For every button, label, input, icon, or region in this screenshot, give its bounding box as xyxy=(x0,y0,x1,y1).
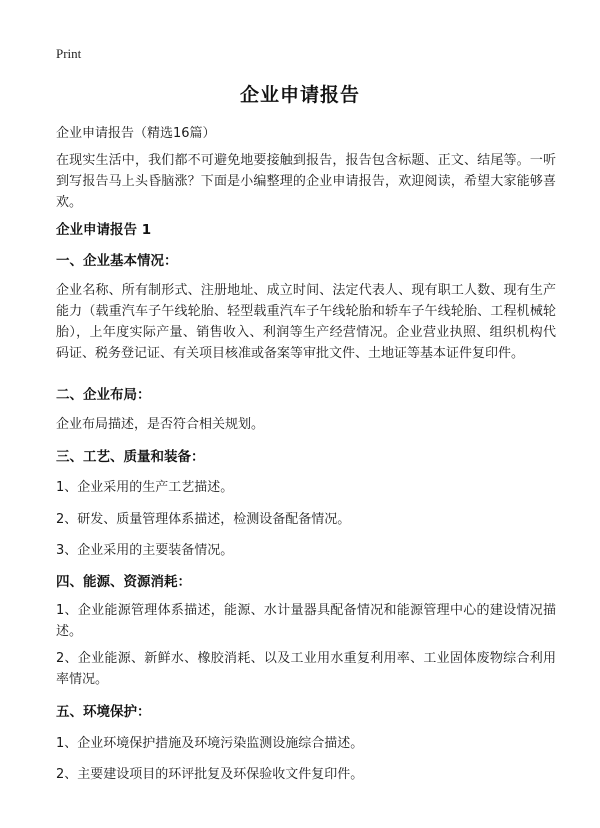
section-heading-layout: 二、企业布局： xyxy=(56,387,151,403)
list-item: 2、主要建设项目的环评批复及环保验收文件复印件。 xyxy=(56,767,364,782)
page-title: 企业申请报告 xyxy=(239,84,360,106)
section-heading-basic-info: 一、企业基本情况： xyxy=(56,253,178,269)
intro-paragraph: 在现实生活中，我们都不可避免地要接触到报告，报告包含标题、正文、结尾等。一听到写报告马上头昏脑涨？下面是小编整理的企业申请报告，欢迎阅读，希望大家能够喜欢。 xyxy=(56,153,556,210)
section-paragraph: 企业布局描述，是否符合相关规划。 xyxy=(56,417,265,432)
report-heading: 企业申请报告 1 xyxy=(56,222,152,238)
print-label: Print xyxy=(56,46,82,61)
list-item: 2、企业能源、新鲜水、橡胶消耗、以及工业用水重复利用率、工业固体废物综合利用率情况。 xyxy=(56,651,556,687)
list-item: 2、研发、质量管理体系描述，检测设备配备情况。 xyxy=(56,512,351,527)
list-item: 1、企业采用的生产工艺描述。 xyxy=(56,480,234,495)
section-heading-energy: 四、能源、资源消耗： xyxy=(56,574,191,590)
list-item: 1、企业能源管理体系描述，能源、水计量器具配备情况和能源管理中心的建设情况描述。 xyxy=(56,603,556,639)
section-heading-environment: 五、环境保护： xyxy=(56,704,151,720)
section-heading-process: 三、工艺、质量和装备： xyxy=(56,449,205,465)
section-paragraph: 企业名称、所有制形式、注册地址、成立时间、法定代表人、现有职工人数、现有生产能力（载重汽车子午线轮胎、轻型载重汽车子午线轮胎和轿车子午线轮胎、工程机械轮胎），上年度实际产量、销售收入、利润等生产经营情况。企业营业执照、组织机构代码证、税务登记证、有关项目核准或备案等审批文件、土地证等基本证件复印件。 xyxy=(56,283,556,361)
list-item: 3、企业采用的主要装备情况。 xyxy=(56,543,234,558)
document-subtitle: 企业申请报告（精选16篇） xyxy=(56,126,216,141)
list-item: 1、企业环境保护措施及环境污染监测设施综合描述。 xyxy=(56,736,364,751)
